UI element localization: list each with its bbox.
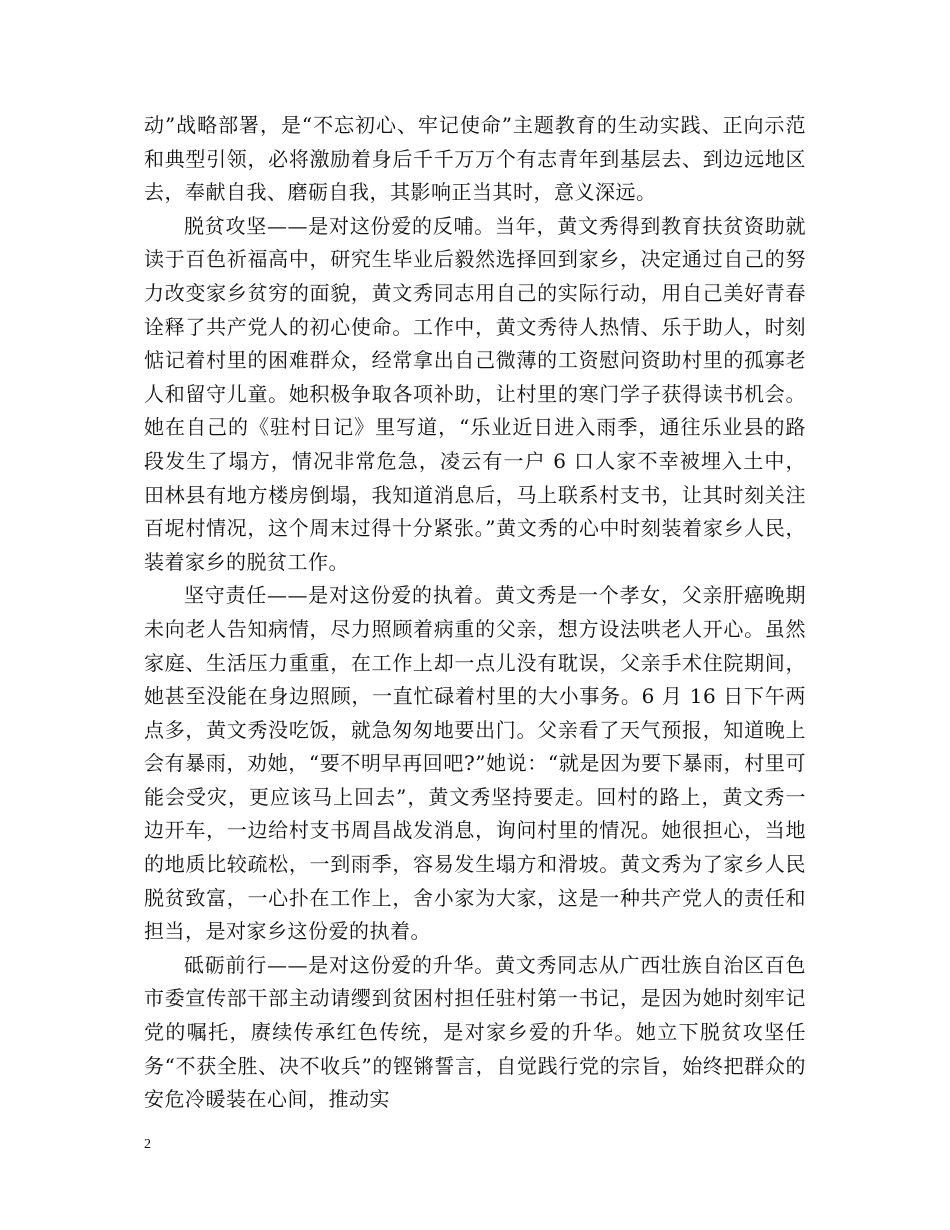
paragraph-1: 动”战略部署，是“不忘初心、牢记使命”主题教育的生动实践、正向示范和典型引领，必将激励着身后千千万万个有志青年到基层去、到边远地区去，奉献自我、磨砺自我，其影响正当其时，意义深远。 — [144, 113, 806, 205]
paragraph-3: 坚守责任——是对这份爱的执着。黄文秀是一个孝女，父亲肝癌晚期未向老人告知病情，尽力照顾着病重的父亲，想方设法哄老人开心。虽然家庭、生活压力重重，在工作上却一点儿没有耽误，父亲手术住院期间，她甚至没能在身边照顾，一直忙碌着村里的大小事务。6 月 16 日下午两点多，黄文秀没吃饭，就急匆匆地要出门。父亲看了天气预报，知道晚上会有暴雨，劝她，“要不明早再回吧?”她说：“就是因为要下暴雨，村里可能会受灾，更应该马上回去”，黄文秀坚持要走。回村的路上，黄文秀一边开车，一边给村支书周昌战发消息，询问村里的情况。她很担心，当地的地质比较疏松，一到雨季，容易发生塌方和滑坡。黄文秀为了家乡人民脱贫致富，一心扑在工作上，舍小家为大家，这是一种共产党人的责任和担当，是对家乡这份爱的执着。 — [144, 583, 806, 944]
paragraph-4: 砥砺前行——是对这份爱的升华。黄文秀同志从广西壮族自治区百色市委宣传部干部主动请缨到贫困村担任驻村第一书记，是因为她时刻牢记党的嘱托，赓续传承红色传统，是对家乡爱的升华。她立下脱贫攻坚任务“不获全胜、决不收兵”的铿锵誓言，自觉践行党的宗旨，始终把群众的安危冷暖装在心间，推动实 — [144, 952, 806, 1112]
paragraph-2: 脱贫攻坚——是对这份爱的反哺。当年，黄文秀得到教育扶贫资助就读于百色祈福高中，研究生毕业后毅然选择回到家乡，决定通过自己的努力改变家乡贫穷的面貌，黄文秀同志用自己的实际行动，用自己美好青春诠释了共产党人的初心使命。工作中，黄文秀待人热情、乐于助人，时刻惦记着村里的困难群众，经常拿出自己微薄的工资慰问资助村里的孤寡老人和留守儿童。她积极争取各项补助，让村里的寒门学子获得读书机会。她在自己的《驻村日记》里写道，“乐业近日进入雨季，通往乐业县的路段发生了塌方，情况非常危急，凌云有一户 6 口人家不幸被埋入土中，田林县有地方楼房倒塌，我知道消息后，马上联系村支书，让其时刻关注百坭村情况，这个周末过得十分紧张。”黄文秀的心中时刻装着家乡人民，装着家乡的脱贫工作。 — [144, 213, 806, 574]
page-number: 2 — [144, 1137, 151, 1152]
body-text — [144, 109, 806, 1117]
